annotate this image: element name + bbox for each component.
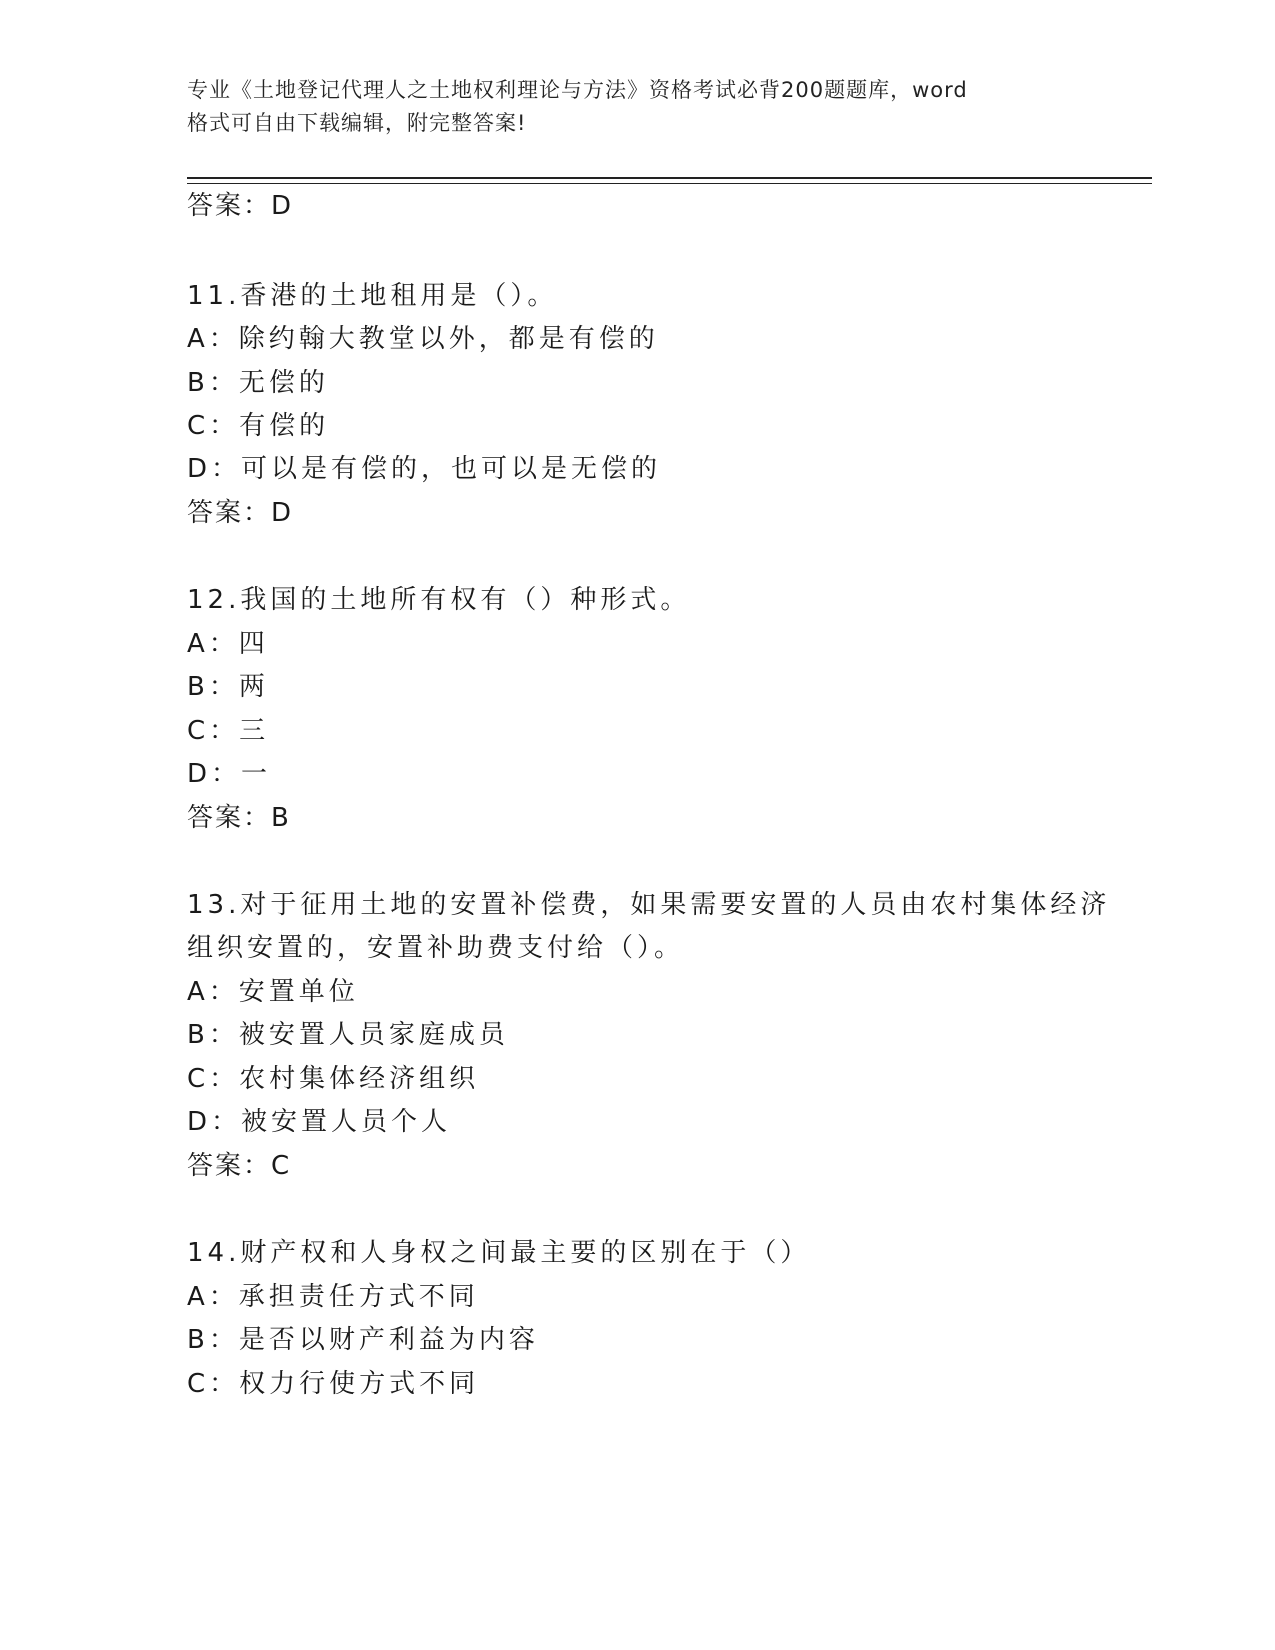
header-line-2: 格式可自由下载编辑，附完整答案!	[187, 111, 527, 135]
question-13-option-d: D：被安置人员个人	[187, 1107, 452, 1137]
question-14-option-b: B：是否以财产利益为内容	[187, 1325, 539, 1355]
question-13-option-a: A：安置单位	[187, 977, 359, 1007]
question-12-answer: 答案：B	[187, 803, 291, 833]
question-11-answer: 答案：D	[187, 498, 294, 528]
question-13-stem-line-1: 13.对于征用土地的安置补偿费，如果需要安置的人员由农村集体经济	[187, 890, 1111, 920]
header-line-1: 专业《土地登记代理人之土地权利理论与方法》资格考试必背200题题库，word	[187, 78, 968, 102]
header-divider	[187, 177, 1152, 184]
question-14-option-a: A：承担责任方式不同	[187, 1282, 479, 1312]
previous-answer: 答案：D	[187, 191, 294, 221]
question-11-option-c: C：有偿的	[187, 411, 330, 441]
question-13-option-c: C：农村集体经济组织	[187, 1064, 480, 1094]
question-14-option-c: C：权力行使方式不同	[187, 1369, 480, 1399]
question-11-stem: 11.香港的土地租用是（）。	[187, 281, 558, 311]
question-12-stem: 12.我国的土地所有权有（）种形式。	[187, 585, 691, 615]
question-12-option-b: B：两	[187, 672, 269, 702]
question-13-answer: 答案：C	[187, 1151, 292, 1181]
page-header	[187, 74, 1087, 140]
question-13-option-b: B：被安置人员家庭成员	[187, 1020, 509, 1050]
question-14-stem: 14.财产权和人身权之间最主要的区别在于（）	[187, 1238, 811, 1268]
question-12-option-c: C：三	[187, 716, 270, 746]
question-13-stem-line-2: 组织安置的，安置补助费支付给（）。	[187, 933, 685, 963]
question-12-option-a: A：四	[187, 629, 269, 659]
question-12-option-d: D：一	[187, 759, 272, 789]
question-11-option-b: B：无偿的	[187, 368, 329, 398]
question-11-option-a: A：除约翰大教堂以外，都是有偿的	[187, 324, 659, 354]
question-11-option-d: D：可以是有偿的，也可以是无偿的	[187, 454, 662, 484]
